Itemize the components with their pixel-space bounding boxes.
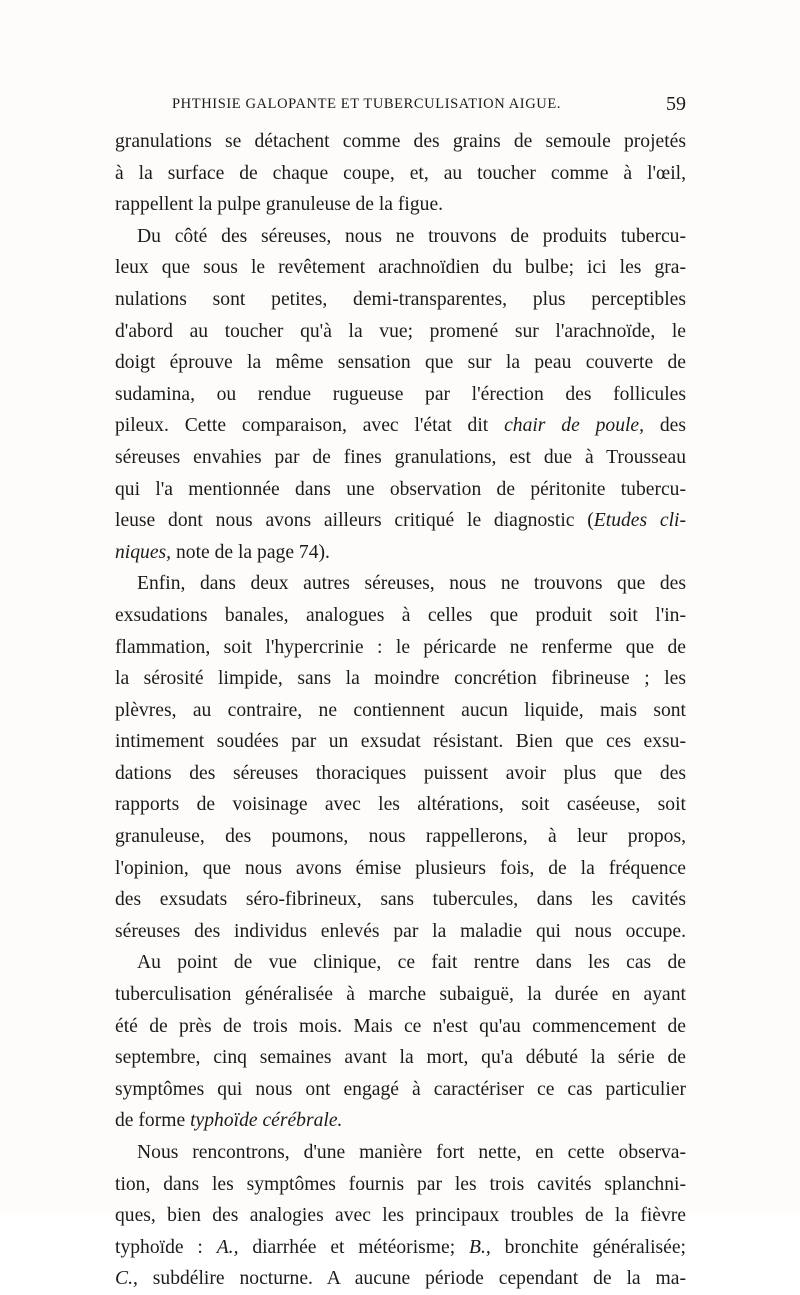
text-line (115, 1263, 686, 1295)
body-text (115, 126, 686, 1295)
text-line: l'opinion, que nous avons émise plusieurs fois, de la fréquence (115, 857, 686, 879)
text-line: sudamina, ou rendue rugueuse par l'érection des follicules (115, 383, 686, 405)
italic-phrase: typhoïde cérébrale. (190, 1110, 343, 1132)
text-line: granulations se détachent comme des grains de semoule projetés (115, 131, 686, 152)
text-line: été de près de trois mois. Mais ce n'est qu'au commencement de (115, 1015, 686, 1037)
text-line (115, 1232, 686, 1264)
italic-letter: A., (216, 1236, 239, 1258)
text-line: séreuses des individus enlevés par la maladie qui nous occupe. (115, 920, 686, 942)
text-line: exsudations banales, analogues à celles que produit soit l'in- (115, 604, 686, 626)
text-line: plèvres, au contraire, ne contiennent aucun liquide, mais sont (115, 699, 686, 721)
text-line: d'abord au toucher qu'à la vue; promené sur l'arachnoïde, le (115, 320, 686, 342)
text-line (115, 1105, 686, 1137)
italic-letter: C., (115, 1268, 138, 1290)
text-line: dations des séreuses thoraciques puissent avoir plus que des (115, 762, 686, 784)
italic-letter: B., (469, 1236, 491, 1258)
page-number: 59 (666, 93, 686, 115)
text-line: intimement soudées par un exsudat résistant. Bien que ces exsu- (115, 731, 686, 753)
text-line: flammation, soit l'hypercrinie : le péricarde ne renferme que de (115, 636, 686, 658)
paragraph-first-line: Du côté des séreuses, nous ne trouvons de produits tubercu- (137, 225, 686, 247)
paragraph-first-line: Au point de vue clinique, ce fait rentre dans les cas de (137, 952, 686, 974)
text-line: granuleuse, des poumons, nous rappellerons, à leur propos, (115, 826, 686, 848)
text-line: leux que sous le revêtement arachnoïdien du bulbe; ici les gra- (115, 257, 686, 279)
text-line: tion, dans les symptômes fournis par les trois cavités splanchni- (115, 1173, 686, 1195)
text-run: des (659, 415, 686, 437)
text-line: la sérosité limpide, sans la moindre concrétion fibrineuse ; les (115, 668, 686, 690)
running-head (112, 93, 686, 120)
text-line (115, 410, 686, 442)
text-run: leuse dont nous avons ailleurs critiqué le diagnostic ( (115, 510, 594, 532)
italic-citation: Etudes cli- (593, 510, 686, 532)
text-line: ques, bien des analogies avec les principaux troubles de la fièvre (115, 1205, 686, 1227)
text-line: septembre, cinq semaines avant la mort, qu'a débuté la série de (115, 1047, 686, 1069)
text-line (115, 537, 686, 569)
italic-phrase: chair de poule, (504, 415, 645, 437)
paragraph-first-line: Enfin, dans deux autres séreuses, nous ne trouvons que des (137, 573, 686, 595)
text-run: bronchite généralisée; (504, 1236, 686, 1258)
text-run: subdélire nocturne. A aucune période cependant de la ma- (152, 1268, 686, 1290)
text-line: tuberculisation généralisée à marche subaiguë, la durée en ayant (115, 984, 686, 1006)
text-run: de forme (115, 1110, 186, 1132)
text-line: rappellent la pulpe granuleuse de la figue. (115, 194, 444, 216)
running-title: PHTHISIE GALOPANTE ET TUBERCULISATION AIGUE. (172, 96, 562, 112)
text-run: typhoïde : (115, 1236, 203, 1258)
text-run: diarrhée et météorisme; (252, 1236, 456, 1258)
text-line: qui l'a mentionnée dans une observation de péritonite tubercu- (115, 478, 686, 500)
text-run: note de la page 74). (175, 541, 330, 563)
text-line: nulations sont petites, demi-transparentes, plus perceptibles (115, 288, 686, 310)
text-line: doigt éprouve la même sensation que sur la peau couverte de (115, 352, 686, 374)
paragraph-first-line: Nous rencontrons, d'une manière fort nette, en cette observa- (137, 1142, 686, 1163)
text-line: rapports de voisinage avec les altérations, soit caséeuse, soit (115, 794, 686, 816)
text-line: symptômes qui nous ont engagé à caractériser ce cas particulier (115, 1078, 686, 1100)
text-line: des exsudats séro-fibrineux, sans tubercules, dans les cavités (115, 889, 686, 911)
text-run: pileux. Cette comparaison, avec l'état dit (115, 415, 489, 437)
text-line (115, 505, 686, 537)
text-line: séreuses envahies par de fines granulations, est due à Trousseau (115, 446, 686, 468)
italic-citation: niques, (115, 541, 172, 563)
text-line: à la surface de chaque coupe, et, au toucher comme à l'œil, (115, 162, 686, 184)
